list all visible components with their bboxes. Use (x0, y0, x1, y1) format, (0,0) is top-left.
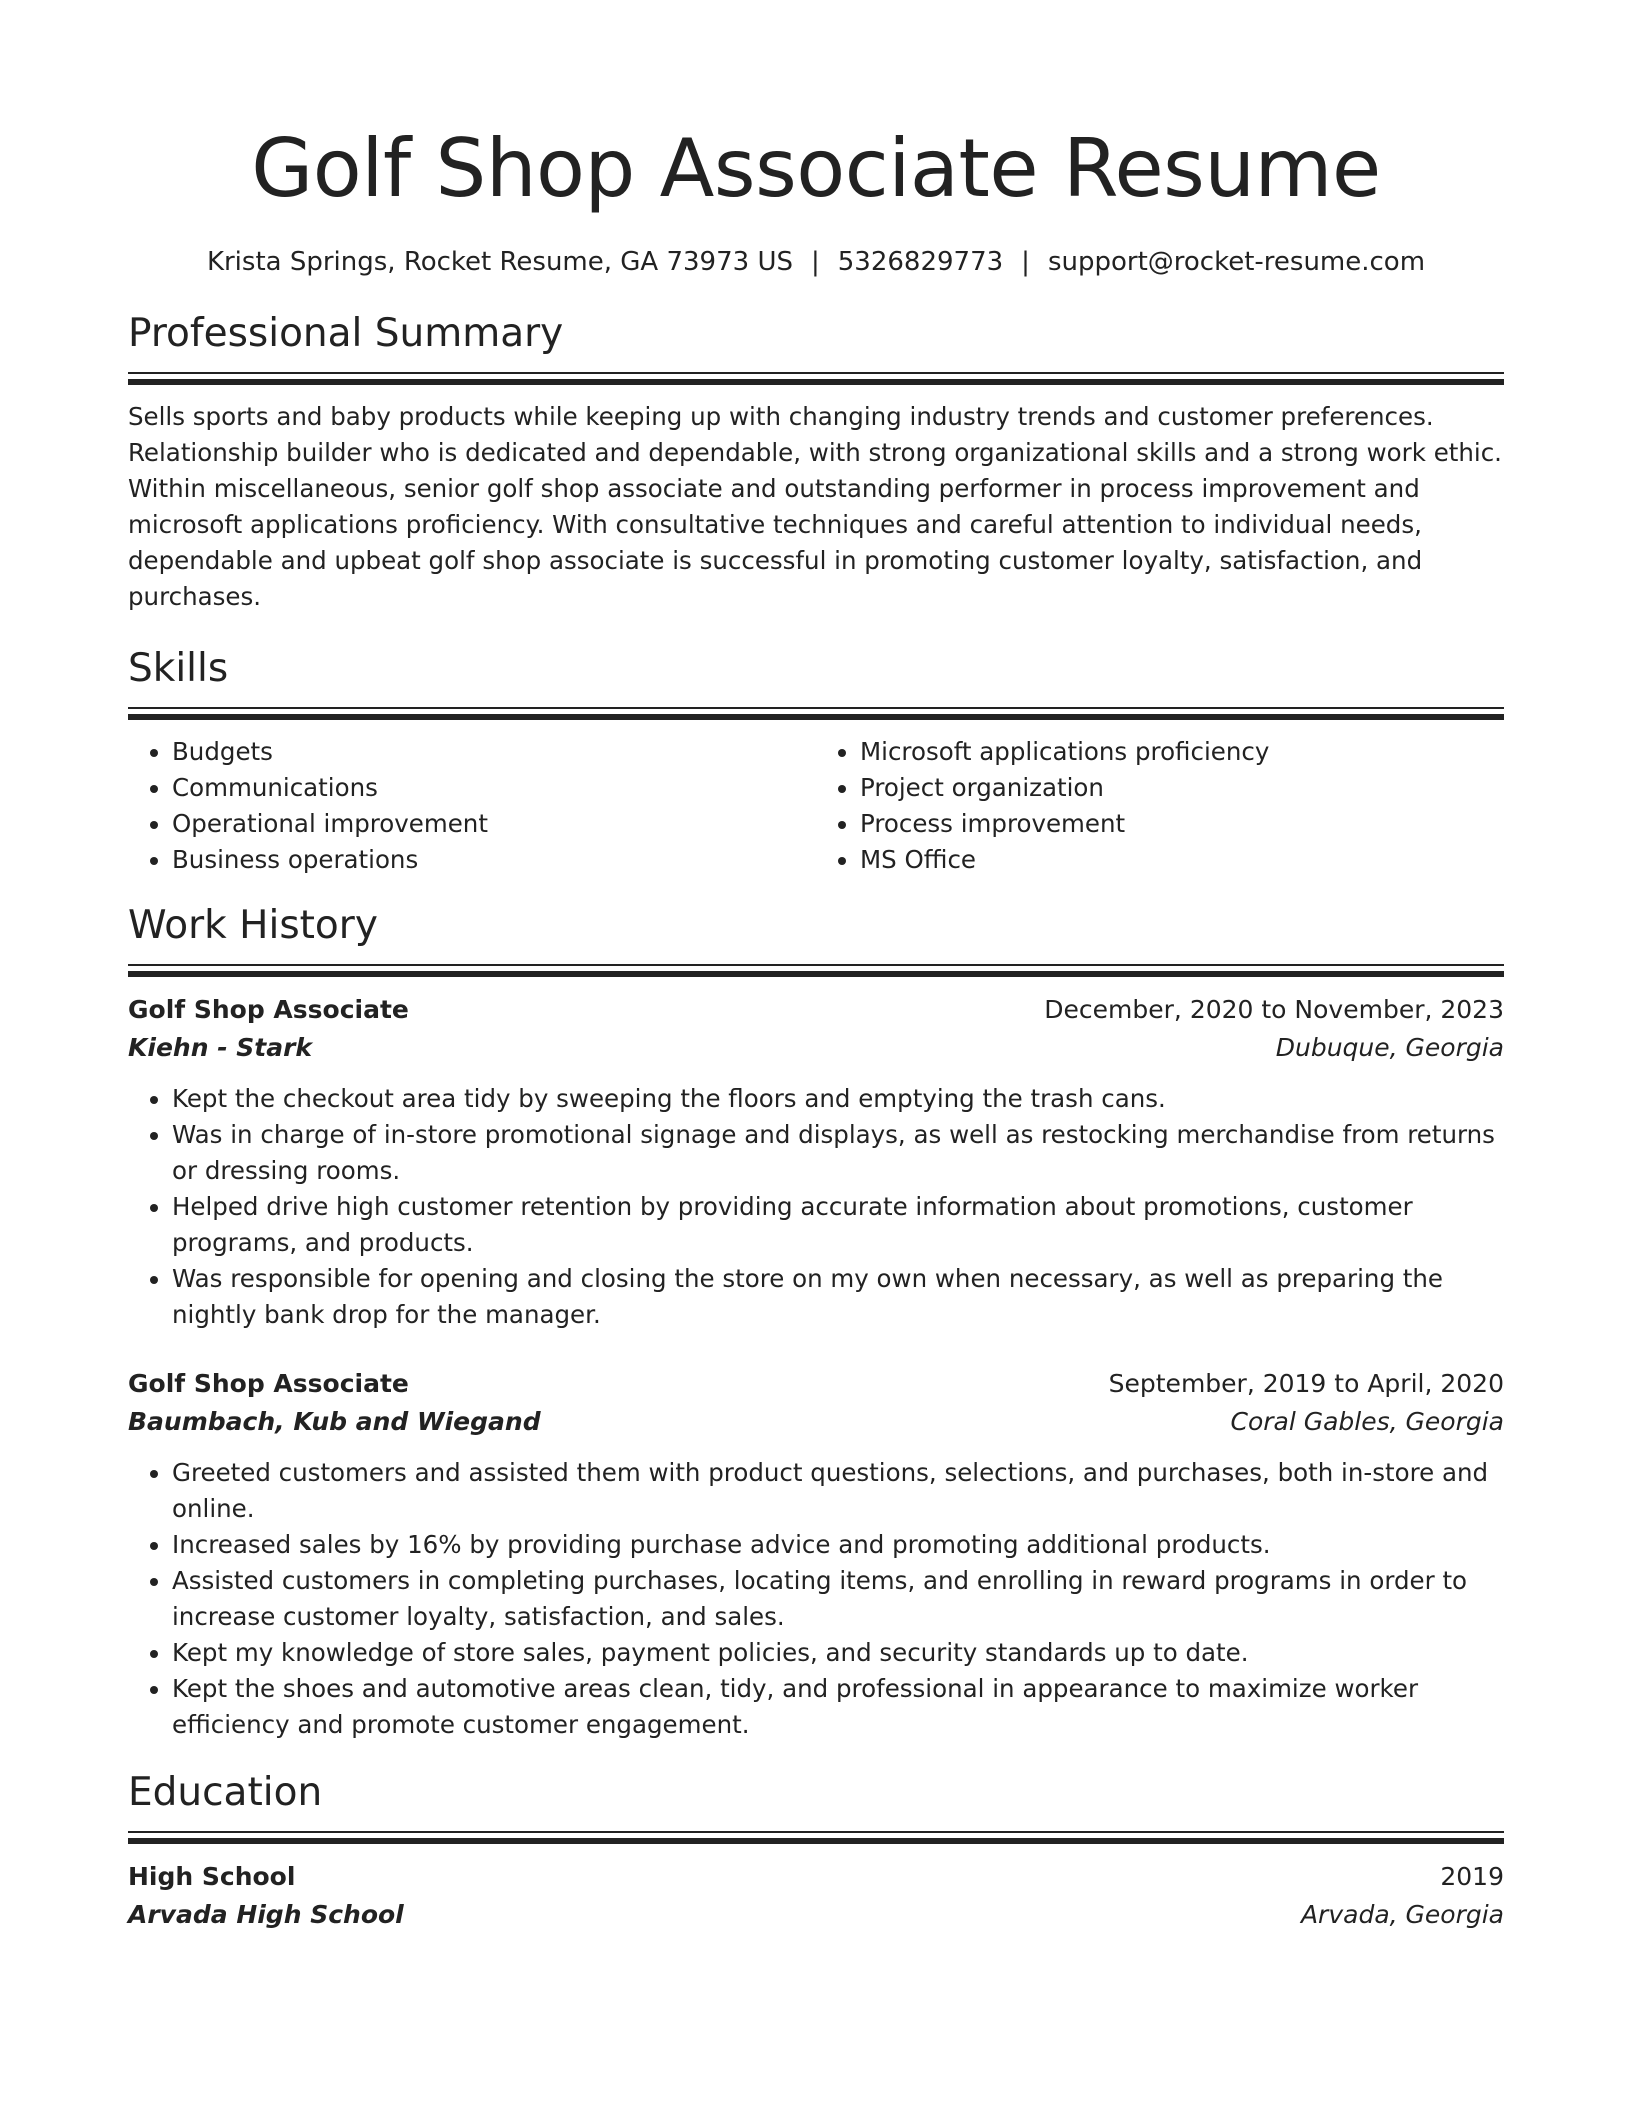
job-bullet: • Assisted customers in completing purchases, locating items, and enrolling in reward programs in order to increase customer loyalty, satisfaction, and sales. (172, 1563, 1504, 1635)
section-heading-work-history: Work History (128, 903, 378, 948)
contact-email: support@rocket-resume.com (1047, 247, 1426, 277)
section-divider (128, 707, 1504, 720)
summary-section (128, 310, 1504, 615)
skill-item: • Communications (172, 770, 816, 806)
skills-list-right (816, 734, 1504, 878)
section-heading-education: Education (128, 1770, 323, 1815)
skill-item: • Budgets (172, 734, 816, 770)
section-divider (128, 1831, 1504, 1844)
work-history-section (128, 902, 1504, 1743)
skill-item: • MS Office (860, 842, 1504, 878)
job-entry (128, 991, 1504, 1333)
education-header-row (128, 1858, 1504, 1896)
job-subheader-row (128, 1403, 1504, 1441)
job-location: Dubuque, Georgia (1275, 1033, 1504, 1062)
job-company: Kiehn - Stark (128, 1033, 313, 1062)
section-divider (128, 964, 1504, 977)
job-bullets (128, 1455, 1504, 1743)
job-entry (128, 1365, 1504, 1743)
job-bullet: • Kept the checkout area tidy by sweeping the floors and emptying the trash cans. (172, 1081, 1504, 1117)
skill-item: • Microsoft applications proficiency (860, 734, 1504, 770)
job-dates: September, 2019 to April, 2020 (1108, 1369, 1504, 1398)
skill-item: • Business operations (172, 842, 816, 878)
job-bullet: • Increased sales by 16% by providing purchase advice and promoting additional products. (172, 1527, 1504, 1563)
education-school: Arvada High School (128, 1900, 404, 1929)
job-bullet: • Helped drive high customer retention by providing accurate information about promotions, customer programs, and products. (172, 1189, 1504, 1261)
skills-section (128, 645, 1504, 878)
education-year: 2019 (1440, 1862, 1504, 1891)
skill-item: • Process improvement (860, 806, 1504, 842)
job-dates: December, 2020 to November, 2023 (1044, 995, 1504, 1024)
job-bullets (128, 1081, 1504, 1333)
summary-text: Sells sports and baby products while keeping up with changing industry trends and customer preferences. Relationship builder who is dedicated and dependable, with strong organizational skills and a strong work ethic. Within miscellaneous, senior golf shop associate and outstanding performer in process improvement and microsoft applications proficiency. With consultative techniques and careful attention to individual needs, dependable and upbeat golf shop associate is successful in promoting customer loyalty, satisfaction, and purchases. (128, 402, 1502, 611)
job-bullet: • Was responsible for opening and closing the store on my own when necessary, as well as preparing the nightly bank drop for the manager. (172, 1261, 1504, 1333)
contact-address: Krista Springs, Rocket Resume, GA 73973 US (206, 247, 793, 277)
section-heading-summary: Professional Summary (128, 311, 564, 356)
section-divider (128, 372, 1504, 385)
job-header-row (128, 991, 1504, 1029)
job-location: Coral Gables, Georgia (1230, 1407, 1504, 1436)
education-location: Arvada, Georgia (1300, 1900, 1504, 1929)
resume-title: Golf Shop Associate Resume (251, 122, 1381, 215)
job-title: Golf Shop Associate (128, 995, 409, 1024)
job-bullet: • Kept my knowledge of store sales, payment policies, and security standards up to date. (172, 1635, 1504, 1671)
skills-list-left (128, 734, 816, 878)
contact-line (128, 244, 1504, 280)
contact-separator: | (810, 247, 820, 277)
job-subheader-row (128, 1029, 1504, 1067)
job-company: Baumbach, Kub and Wiegand (128, 1407, 541, 1436)
contact-phone: 5326829773 (837, 247, 1004, 277)
education-degree: High School (128, 1862, 296, 1891)
education-entry (128, 1858, 1504, 1934)
contact-separator: | (1021, 247, 1030, 277)
section-heading-skills: Skills (128, 646, 229, 691)
job-title: Golf Shop Associate (128, 1369, 409, 1398)
skill-item: • Operational improvement (172, 806, 816, 842)
job-bullet: • Greeted customers and assisted them with product questions, selections, and purchases, both in-store and online. (172, 1455, 1504, 1527)
job-bullet: • Kept the shoes and automotive areas clean, tidy, and professional in appearance to maximize worker efficiency and promote customer engagement. (172, 1671, 1504, 1743)
job-bullet: • Was in charge of in-store promotional signage and displays, as well as restocking merchandise from returns or dressing rooms. (172, 1117, 1504, 1189)
skill-item: • Project organization (860, 770, 1504, 806)
skills-columns (128, 734, 1504, 878)
job-header-row (128, 1365, 1504, 1403)
education-subheader-row (128, 1896, 1504, 1934)
education-section (128, 1769, 1504, 1934)
